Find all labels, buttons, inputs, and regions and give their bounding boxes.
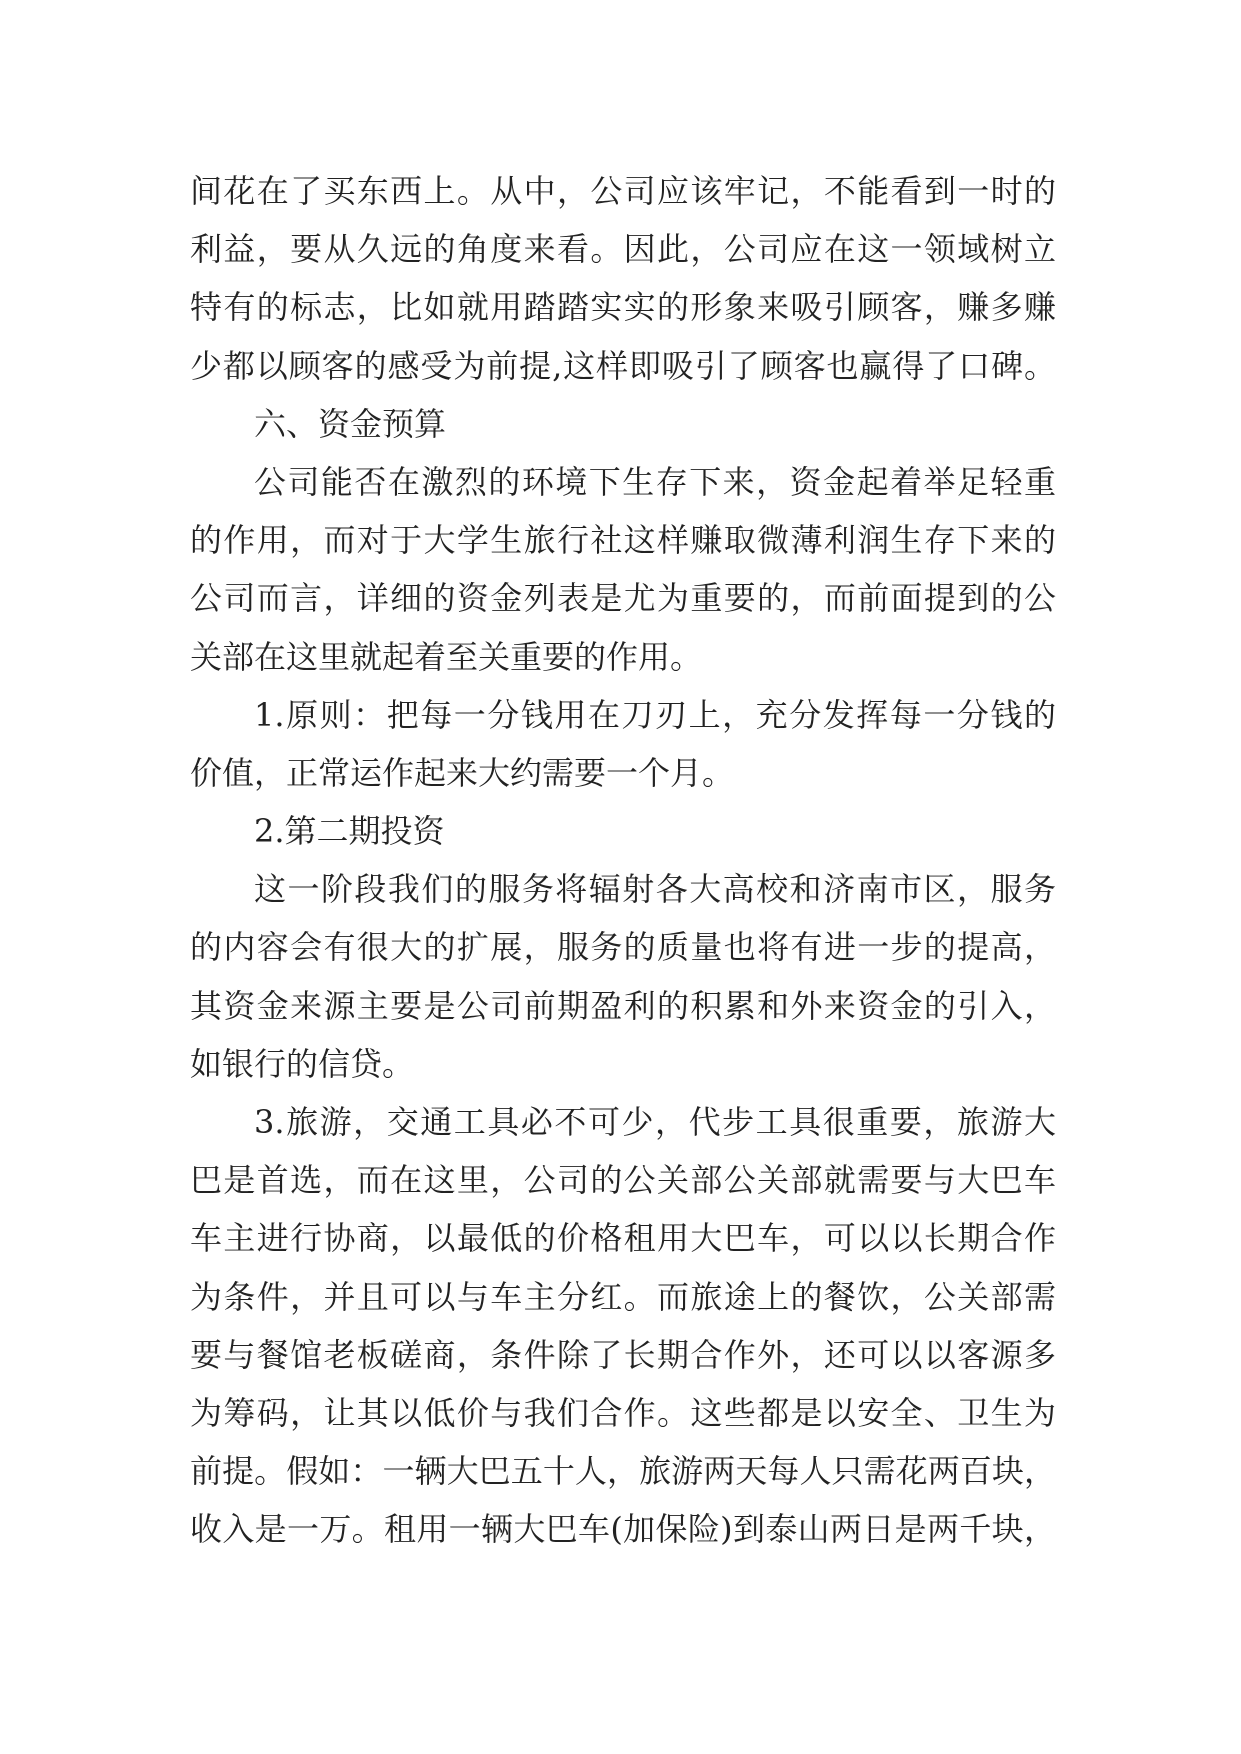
text-line: 间花在了买东西上。从中，公司应该牢记，不能看到一时的 — [190, 172, 1056, 210]
text-line: 这一阶段我们的服务将辐射各大高校和济南市区，服务 — [254, 870, 1056, 909]
text-line: 1.原则：把每一分钱用在刀刃上，充分发挥每一分钱的 — [254, 695, 1056, 734]
body-text — [190, 162, 1056, 1559]
section-heading: 六、资金预算 — [254, 404, 447, 443]
text-line: 利益，要从久远的角度来看。因此，公司应在这一领域树立 — [190, 230, 1056, 269]
text-line: 为条件，并且可以与车主分红。而旅途上的餐饮，公关部需 — [190, 1277, 1056, 1316]
text-line: 关部在这里就起着至关重要的作用。 — [190, 637, 703, 676]
text-line: 少都以顾客的感受为前提,这样即吸引了顾客也赢得了口碑。 — [190, 346, 1056, 385]
text-line: 要与餐馆老板磋商，条件除了长期合作外，还可以以客源多 — [190, 1335, 1056, 1374]
subsection-heading: 2.第二期投资 — [254, 812, 445, 851]
text-line: 3.旅游，交通工具必不可少，代步工具很重要，旅游大 — [254, 1103, 1056, 1141]
text-line: 车主进行协商，以最低的价格租用大巴车，可以以长期合作 — [190, 1219, 1056, 1258]
text-line: 如银行的信贷。 — [190, 1044, 415, 1083]
text-line: 巴是首选，而在这里，公司的公关部公关部就需要与大巴车 — [190, 1161, 1056, 1200]
text-line: 公司而言，详细的资金列表是尤为重要的，而前面提到的公 — [190, 579, 1056, 618]
text-line: 特有的标志，比如就用踏踏实实的形象来吸引顾客，赚多赚 — [190, 288, 1056, 327]
text-line: 为筹码，让其以低价与我们合作。这些都是以安全、卫生为 — [190, 1393, 1056, 1432]
text-line: 的内容会有很大的扩展，服务的质量也将有进一步的提高， — [190, 928, 1056, 967]
text-line: 公司能否在激烈的环境下生存下来，资金起着举足轻重 — [254, 462, 1056, 501]
text-line: 价值，正常运作起来大约需要一个月。 — [190, 753, 735, 792]
text-line: 的作用，而对于大学生旅行社这样赚取微薄利润生存下来的 — [190, 521, 1056, 560]
text-line: 前提。假如：一辆大巴五十人，旅游两天每人只需花两百块， — [190, 1452, 1056, 1491]
text-line: 收入是一万。租用一辆大巴车(加保险)到泰山两日是两千块， — [190, 1510, 1056, 1549]
text-line: 其资金来源主要是公司前期盈利的积累和外来资金的引入， — [190, 986, 1056, 1025]
